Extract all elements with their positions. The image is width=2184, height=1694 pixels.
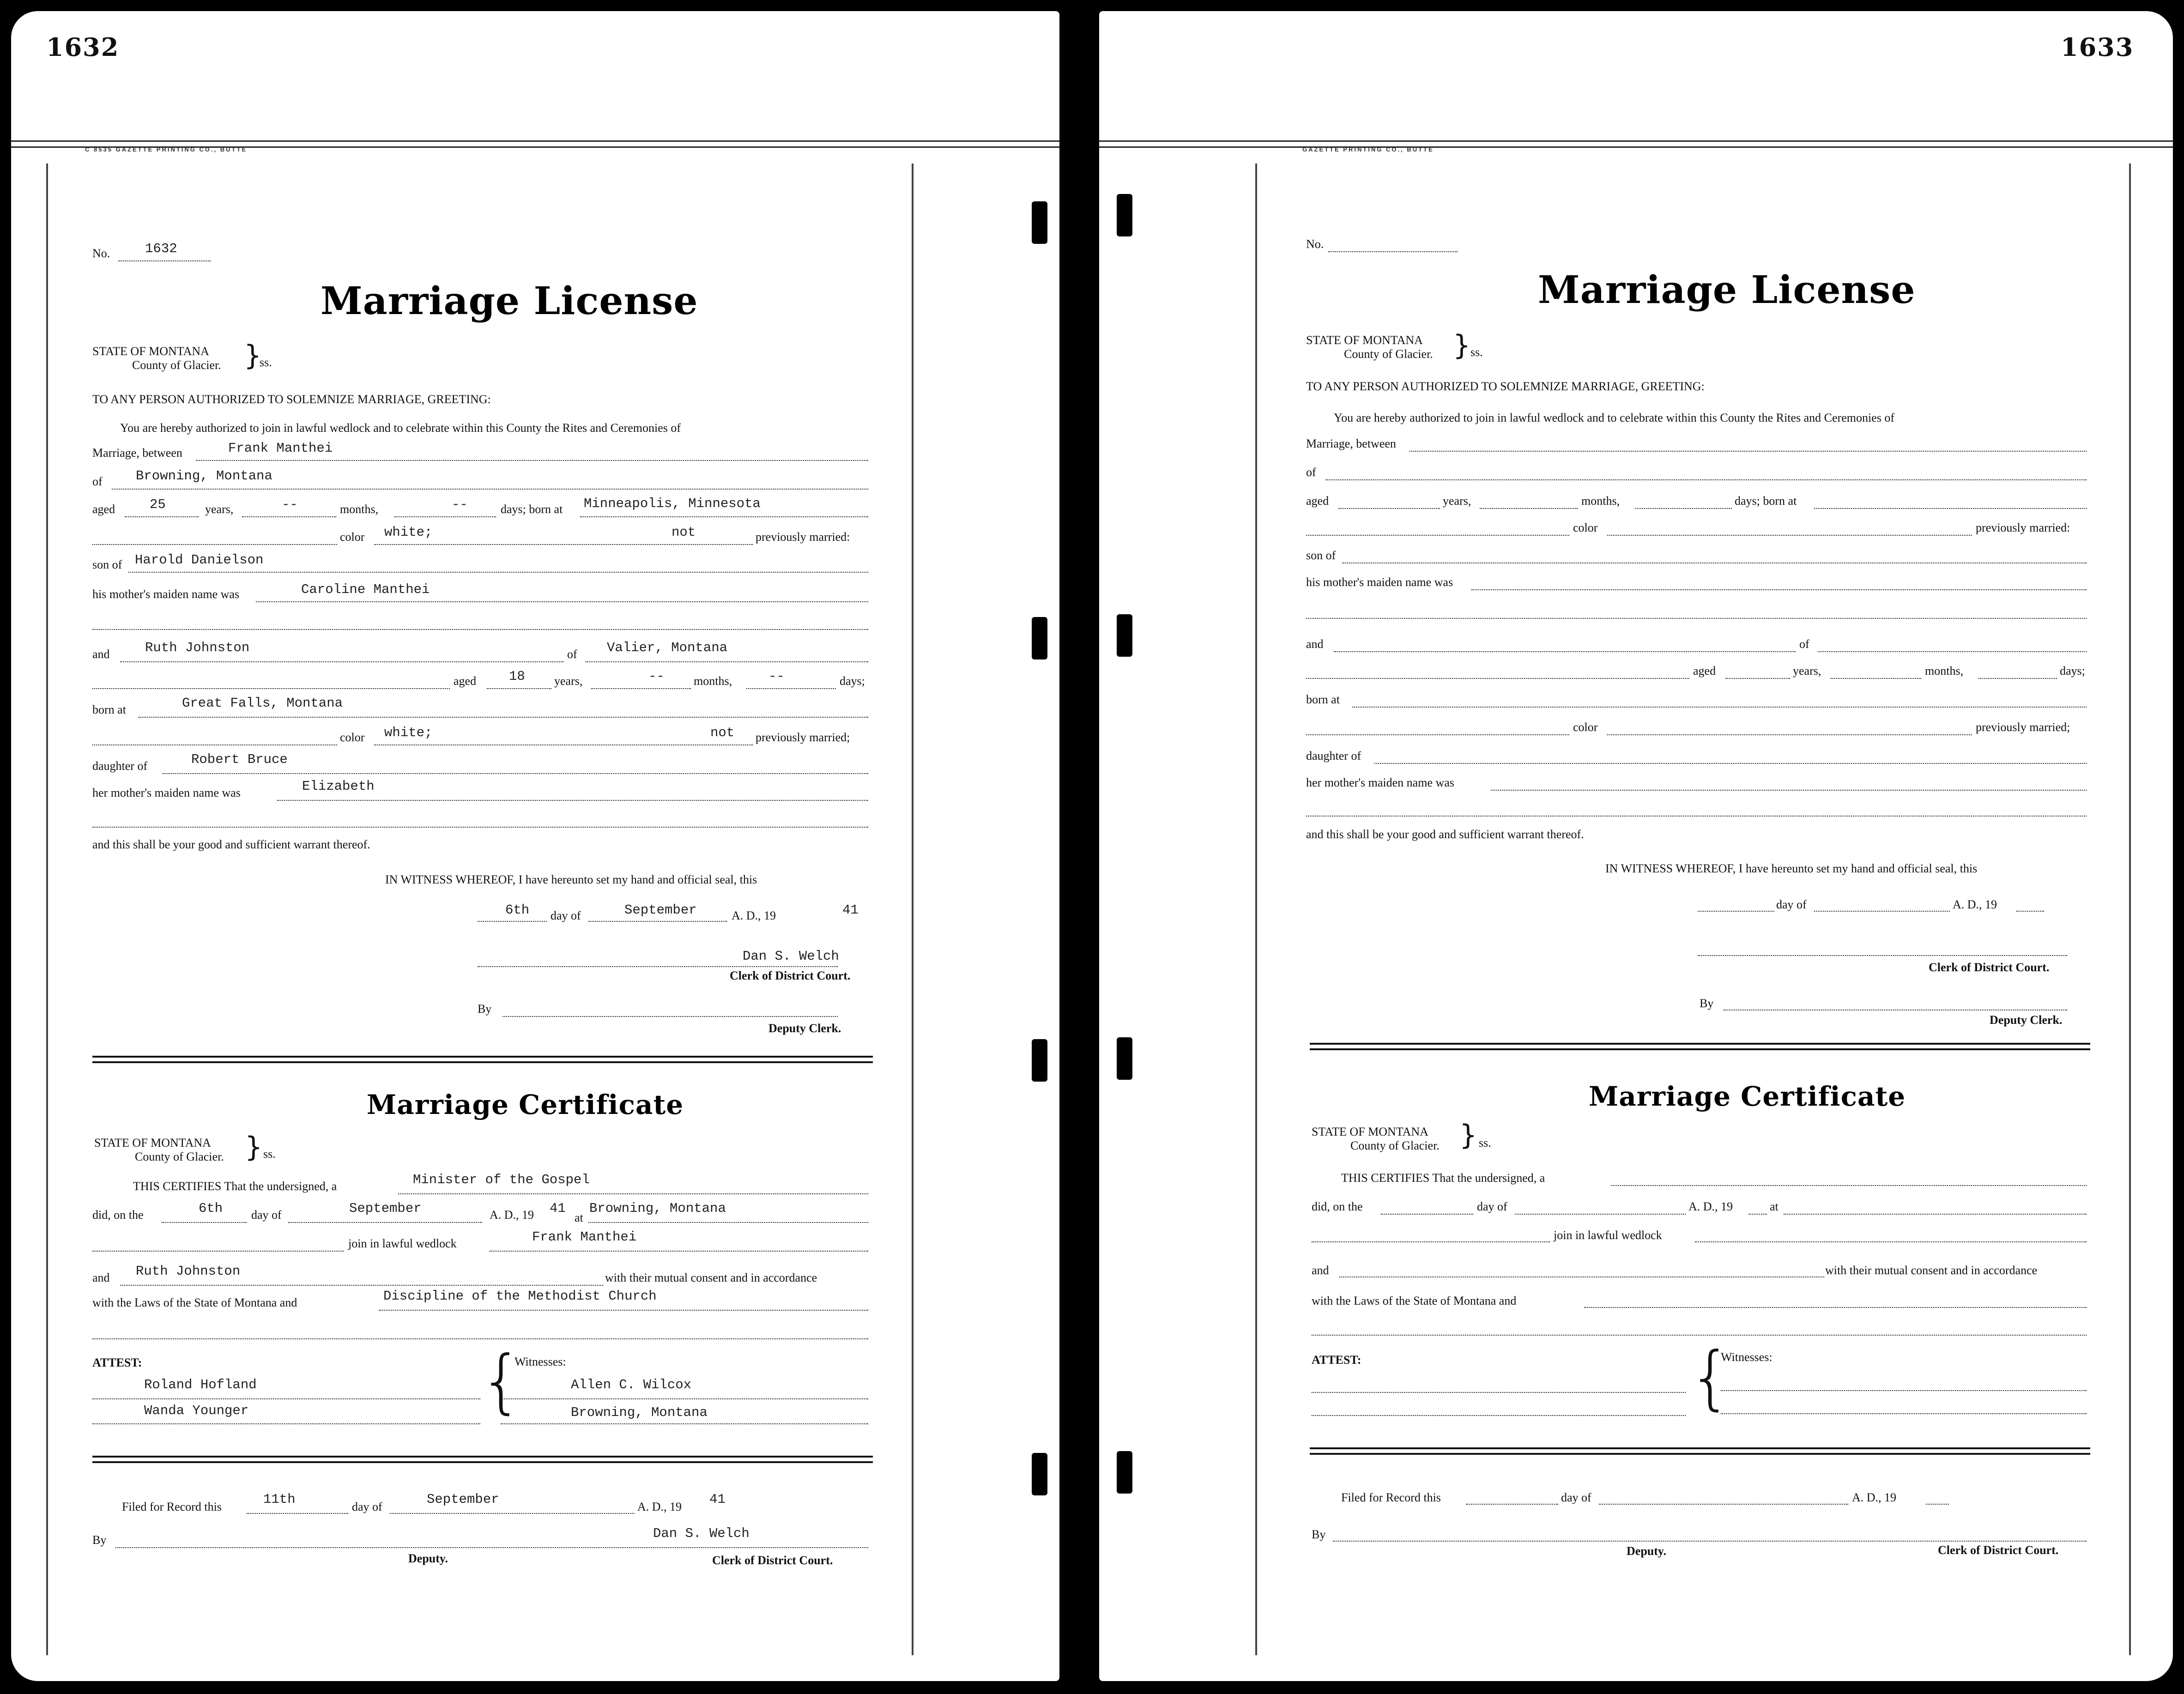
field-line [1333, 1541, 2087, 1542]
her-mother-label: her mother's maiden name was [92, 786, 241, 799]
her-mother-label: her mother's maiden name was [1306, 776, 1454, 789]
day-of-label: day of [551, 909, 581, 922]
section-divider [1310, 1447, 2090, 1455]
ad-label: A. D., 19 [732, 909, 776, 922]
field-line [1607, 535, 1972, 536]
of-label: of [92, 475, 103, 488]
certifies-text: THIS CERTIFIES That the undersigned, a [133, 1180, 337, 1193]
years-label: years, [1443, 494, 1471, 508]
at-label: at [1770, 1200, 1779, 1213]
cert-county-label: County of Glacier. [1350, 1139, 1440, 1152]
field-line [139, 717, 868, 718]
top-rule [1099, 140, 2173, 148]
field-line [1491, 790, 2087, 791]
day-of-label: day of [1776, 898, 1807, 911]
filed-month: September [427, 1492, 499, 1507]
binding-hole [1032, 201, 1047, 244]
bride-color: white; [384, 725, 433, 740]
field-line [196, 460, 868, 461]
license-no-label: No. [1306, 237, 1324, 251]
cert-ss-label: ss. [263, 1147, 276, 1161]
clerk-name: Dan S. Welch [743, 949, 839, 964]
issue-day: 6th [505, 902, 530, 918]
filed-year: 41 [709, 1492, 726, 1507]
field-line [1926, 1504, 1949, 1505]
county-label: County of Glacier. [132, 358, 221, 372]
cert-ss-label: ss. [1479, 1136, 1491, 1150]
born-at-label: born at [1306, 693, 1340, 706]
aged-label: aged [92, 502, 115, 516]
consent-text: with their mutual consent and in accordance [605, 1271, 817, 1284]
marriage-between-label: Marriage, between [1306, 437, 1396, 450]
field-line [591, 688, 691, 689]
marriage-between-label: Marriage, between [92, 446, 182, 460]
field-line [2016, 911, 2044, 912]
license-title: Marriage License [321, 279, 698, 323]
attest-label: ATTEST: [1312, 1353, 1361, 1367]
deputy-label: Deputy. [408, 1552, 448, 1565]
license-no-value: 1632 [145, 241, 177, 256]
county-label: County of Glacier. [1344, 347, 1433, 361]
field-line [242, 516, 336, 517]
witness-1: Allen C. Wilcox [571, 1377, 692, 1392]
cert-bride: Ruth Johnston [136, 1264, 241, 1279]
field-line [1814, 508, 2087, 509]
cert-and-label: and [1312, 1264, 1329, 1277]
field-line [1306, 678, 1689, 679]
aged-label: aged [1306, 494, 1329, 508]
groom-age: 25 [150, 497, 166, 512]
left-margin-rule [46, 163, 48, 1655]
groom-mother: Caroline Manthei [301, 582, 430, 597]
did-on-label: did, on the [92, 1208, 144, 1222]
right-margin-rule [912, 163, 914, 1655]
warrant-text: and this shall be your good and sufficient warrant thereof. [1306, 828, 1584, 841]
filed-clerk-label: Clerk of District Court. [712, 1554, 833, 1567]
field-line [92, 688, 450, 689]
left-margin-rule [1255, 163, 1257, 1655]
page-number: 1633 [2061, 32, 2134, 62]
field-line [478, 966, 838, 967]
bride-months: -- [648, 669, 665, 684]
of2-label: of [1799, 637, 1809, 651]
brace-glyph: } [1459, 1119, 1477, 1151]
and-label: and [1306, 637, 1324, 651]
field-line [1607, 734, 1972, 735]
color-label: color [340, 530, 365, 544]
issue-year: 41 [842, 902, 859, 918]
cert-county-label: County of Glacier. [135, 1150, 224, 1163]
greeting: TO ANY PERSON AUTHORIZED TO SOLEMNIZE MARRIAGE, GREETING: [1306, 380, 1705, 393]
by-label: By [1700, 997, 1714, 1010]
consent-text: with their mutual consent and in accordance [1825, 1264, 2038, 1277]
field-line [92, 544, 337, 545]
field-line [247, 1513, 348, 1514]
at-label: at [575, 1211, 583, 1224]
bride-age: 18 [509, 669, 525, 684]
field-line [1584, 1307, 2087, 1308]
cert-and-label: and [92, 1271, 110, 1284]
filed-ad-label: A. D., 19 [637, 1500, 682, 1513]
certificate-title: Marriage Certificate [1589, 1081, 1906, 1112]
days-born-label: days; born at [1735, 494, 1797, 508]
field-line [394, 516, 496, 517]
deputy-clerk-label: Deputy Clerk. [768, 1022, 841, 1035]
cert-state-label: STATE OF MONTANA [1312, 1125, 1428, 1138]
field-line [1635, 508, 1732, 509]
groom-birthplace: Minneapolis, Minnesota [584, 496, 761, 511]
field-line [1312, 1392, 1686, 1393]
field-line [1721, 1413, 2087, 1414]
days2-label: days; [2060, 664, 2085, 678]
field-line [586, 661, 868, 662]
cert-day-of-label: day of [251, 1208, 282, 1222]
field-line [162, 1222, 247, 1223]
field-line [1338, 508, 1440, 509]
binding-hole [1032, 1453, 1047, 1495]
certificate-title: Marriage Certificate [367, 1089, 684, 1120]
cert-state-label: STATE OF MONTANA [94, 1136, 211, 1150]
groom-father: Harold Danielson [135, 552, 264, 568]
field-line [1374, 763, 2087, 764]
months2-label: months, [1925, 664, 1964, 678]
field-line [1312, 1335, 2087, 1336]
years-label: years, [205, 502, 234, 516]
field-line [163, 773, 868, 774]
months-label: months, [340, 502, 379, 516]
bride-days: -- [768, 669, 785, 684]
state-label: STATE OF MONTANA [92, 345, 209, 358]
laws-text: with the Laws of the State of Montana and [92, 1296, 297, 1309]
filed-ad-label: A. D., 19 [1852, 1491, 1897, 1504]
deputy-label: Deputy. [1627, 1544, 1666, 1558]
binding-hole [1117, 194, 1132, 236]
printer-imprint: C 8535 GAZETTE PRINTING CO., BUTTE [85, 146, 248, 153]
field-line [1312, 1241, 1550, 1242]
binding-hole [1117, 1451, 1132, 1494]
witnesses-label: Witnesses: [514, 1355, 566, 1368]
bride-birthplace: Great Falls, Montana [182, 696, 343, 711]
field-line [92, 1338, 868, 1339]
son-of-label: son of [1306, 549, 1336, 562]
field-line [112, 489, 868, 490]
witness-text: IN WITNESS WHEREOF, I have hereunto set my hand and official seal, this [385, 873, 757, 886]
license-no-line [118, 260, 211, 261]
field-line [374, 744, 753, 745]
did-on-label: did, on the [1312, 1200, 1363, 1213]
field-line [128, 572, 868, 573]
bride-name: Ruth Johnston [145, 640, 250, 655]
of2-label: of [567, 647, 577, 661]
prev-married2-label: previously married; [1976, 720, 2070, 734]
his-mother-label: his mother's maiden name was [92, 587, 240, 601]
section-divider [1310, 1043, 2090, 1050]
field-line [1831, 678, 1921, 679]
warrant-text: and this shall be your good and sufficient warrant thereof. [92, 838, 370, 851]
join-label: join in lawful wedlock [1554, 1228, 1662, 1242]
color-label: color [1573, 521, 1598, 534]
filed-clerk-name: Dan S. Welch [653, 1526, 750, 1541]
field-line [1471, 589, 2087, 590]
certifies-text: THIS CERTIFIES That the undersigned, a [1341, 1171, 1545, 1185]
field-line [1814, 911, 1950, 912]
field-line [1480, 508, 1578, 509]
field-line [1306, 535, 1569, 536]
filed-by-label: By [1312, 1528, 1326, 1541]
filed-by-label: By [92, 1533, 107, 1547]
binding-hole [1032, 1039, 1047, 1082]
field-line [1325, 479, 2087, 480]
field-line [1695, 1241, 2087, 1242]
field-line [1784, 1214, 2087, 1215]
cert-ad-label: A. D., 19 [1688, 1200, 1733, 1213]
years2-label: years, [1793, 664, 1821, 678]
witness-brace-glyph: { [1688, 1337, 1733, 1418]
groom-residence: Browning, Montana [136, 468, 272, 484]
field-line [1466, 1504, 1558, 1505]
field-line [1698, 955, 2067, 956]
binding-hole [1032, 617, 1047, 659]
brace-glyph: } [245, 1131, 263, 1163]
field-line [1698, 911, 1774, 912]
clerk-label: Clerk of District Court. [730, 969, 851, 982]
field-line [1599, 1504, 1848, 1505]
filed-day-of-label: day of [1561, 1491, 1591, 1504]
field-line [478, 921, 547, 922]
binding-hole [1117, 614, 1132, 657]
field-line [1381, 1214, 1473, 1215]
his-mother-label: his mother's maiden name was [1306, 575, 1453, 589]
field-line [1725, 678, 1790, 679]
field-line [92, 1423, 480, 1424]
field-line [1410, 451, 2087, 452]
groom-days: -- [452, 497, 468, 512]
intro-text: You are hereby authorized to join in lawful wedlock and to celebrate within this County the Rites and Ceremonies of [120, 421, 681, 435]
filed-day: 11th [263, 1492, 296, 1507]
ad-label: A. D., 19 [1953, 898, 1997, 911]
field-line [487, 688, 551, 689]
months-label: months, [1581, 494, 1620, 508]
cert-ad-label: A. D., 19 [490, 1208, 534, 1222]
cert-year: 41 [550, 1201, 566, 1216]
years2-label: years, [554, 674, 583, 688]
prev-married-label: previously married: [756, 530, 850, 544]
groom-name: Frank Manthei [228, 441, 333, 456]
prev-married-label: previously married: [1976, 521, 2070, 534]
daughter-of-label: daughter of [1306, 749, 1361, 762]
license-title: Marriage License [1538, 268, 1916, 312]
section-divider [92, 1056, 873, 1063]
field-line [502, 1016, 838, 1017]
field-line [92, 827, 868, 828]
bride-father: Robert Bruce [191, 752, 288, 767]
field-line [490, 1251, 868, 1252]
cert-groom: Frank Manthei [532, 1229, 637, 1245]
field-line [501, 1423, 868, 1424]
right-margin-rule [2129, 163, 2131, 1655]
ss-label: ss. [260, 356, 272, 369]
cert-rite: Discipline of the Methodist Church [383, 1289, 657, 1304]
field-line [1748, 1214, 1767, 1215]
born-at-label: born at [92, 703, 126, 716]
witness-text: IN WITNESS WHEREOF, I have hereunto set my hand and official seal, this [1605, 862, 1978, 875]
field-line [277, 800, 868, 801]
greeting: TO ANY PERSON AUTHORIZED TO SOLEMNIZE MARRIAGE, GREETING: [92, 393, 491, 406]
aged2-label: aged [454, 674, 477, 688]
field-line [120, 1285, 603, 1286]
ss-label: ss. [1470, 345, 1483, 359]
bride-residence: Valier, Montana [607, 640, 728, 655]
filed-label: Filed for Record this [1341, 1491, 1441, 1504]
binding-hole [1117, 1037, 1132, 1080]
daughter-of-label: daughter of [92, 759, 148, 773]
field-line [374, 544, 753, 545]
field-line [1818, 651, 2087, 652]
field-line [580, 516, 868, 517]
cert-day-of-label: day of [1477, 1200, 1507, 1213]
field-line [588, 921, 727, 922]
field-line [588, 1222, 868, 1223]
field-line [1611, 1185, 2087, 1186]
field-line [390, 1513, 635, 1514]
field-line [92, 1251, 344, 1252]
field-line [256, 601, 868, 602]
field-line [1978, 678, 2057, 679]
officiant-title: Minister of the Gospel [413, 1172, 590, 1187]
and-label: and [92, 647, 110, 661]
field-line [92, 744, 337, 745]
son-of-label: son of [92, 558, 122, 571]
field-line [1306, 816, 2087, 817]
attest-1: Roland Hofland [144, 1377, 257, 1392]
witness-2: Browning, Montana [571, 1405, 708, 1420]
brace-glyph: } [244, 339, 262, 372]
field-line [1721, 1390, 2087, 1391]
witness-brace-glyph: { [479, 1341, 524, 1422]
clerk-label: Clerk of District Court. [1929, 961, 2050, 974]
field-line [1328, 251, 1458, 252]
field-line [746, 688, 836, 689]
left-page [11, 11, 1059, 1681]
field-line [1312, 1415, 1686, 1416]
deputy-clerk-label: Deputy Clerk. [1990, 1013, 2063, 1027]
field-line [1352, 707, 2087, 708]
field-line [125, 516, 199, 517]
field-line [1306, 618, 2087, 619]
groom-color: white; [384, 525, 433, 540]
color2-label: color [340, 731, 365, 744]
field-line [1515, 1214, 1686, 1215]
join-label: join in lawful wedlock [348, 1237, 457, 1250]
attest-label: ATTEST: [92, 1356, 142, 1369]
brace-glyph: } [1453, 329, 1471, 362]
bride-prev-married: not [710, 725, 735, 740]
months2-label: months, [694, 674, 732, 688]
color2-label: color [1573, 720, 1598, 734]
page-number: 1632 [46, 32, 120, 62]
field-line [92, 629, 868, 630]
aged2-label: aged [1693, 664, 1716, 678]
issue-month: September [624, 902, 697, 918]
field-line [120, 661, 563, 662]
printer-imprint: GAZETTE PRINTING CO., BUTTE [1302, 146, 1434, 153]
field-line [115, 1547, 868, 1548]
groom-prev-married: not [672, 525, 696, 540]
bride-mother: Elizabeth [302, 779, 375, 794]
of-label: of [1306, 466, 1316, 479]
field-line [92, 1398, 480, 1399]
field-line [398, 1193, 868, 1194]
field-line [379, 1310, 868, 1311]
days2-label: days; [840, 674, 865, 688]
state-label: STATE OF MONTANA [1306, 333, 1423, 347]
laws-text: with the Laws of the State of Montana and [1312, 1294, 1517, 1307]
filed-label: Filed for Record this [122, 1500, 222, 1513]
section-divider [92, 1456, 873, 1463]
by-label: By [478, 1002, 492, 1016]
intro-text: You are hereby authorized to join in lawful wedlock and to celebrate within this County the Rites and Ceremonies of [1334, 411, 1895, 424]
days-born-label: days; born at [501, 502, 563, 516]
attest-2: Wanda Younger [144, 1403, 249, 1418]
filed-clerk-label: Clerk of District Court. [1938, 1543, 2059, 1557]
field-line [1334, 651, 1796, 652]
license-no-label: No. [92, 247, 110, 260]
groom-months: -- [282, 497, 298, 512]
witnesses-label: Witnesses: [1721, 1350, 1773, 1364]
filed-day-of-label: day of [352, 1500, 382, 1513]
cert-day: 6th [199, 1201, 223, 1216]
cert-place: Browning, Montana [589, 1201, 726, 1216]
prev-married2-label: previously married; [756, 731, 850, 744]
field-line [288, 1222, 482, 1223]
cert-month: September [349, 1201, 422, 1216]
field-line [1306, 734, 1569, 735]
field-line [501, 1398, 868, 1399]
right-page [1099, 11, 2173, 1681]
